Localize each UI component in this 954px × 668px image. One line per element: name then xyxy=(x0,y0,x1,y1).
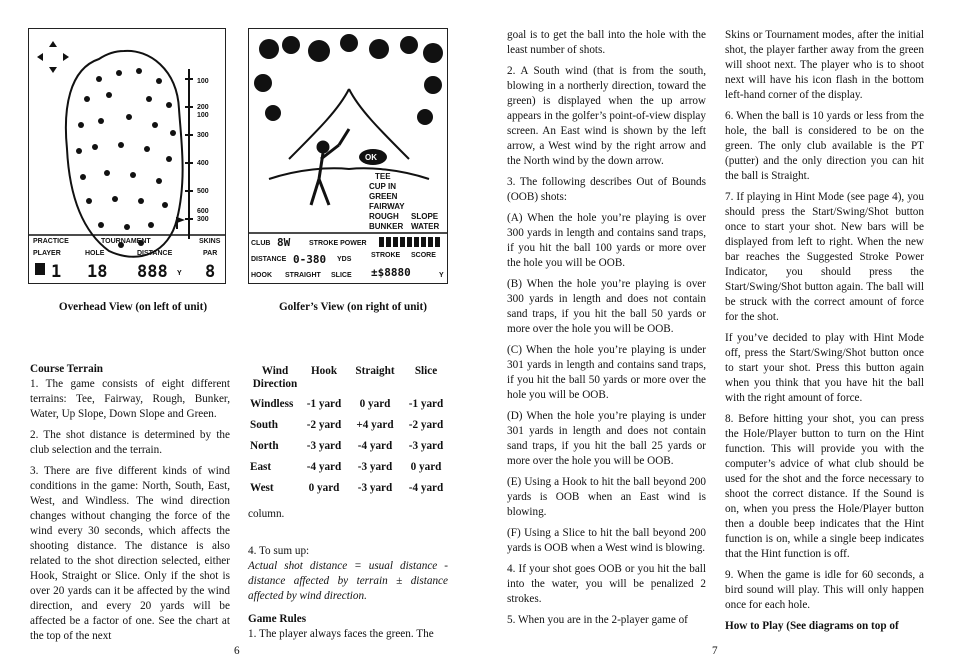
table-row: North -3 yard -4 yard -3 yard xyxy=(250,440,444,452)
overhead-view-illustration xyxy=(29,29,225,283)
paragraph: 1. The game consists of eight different terrains: Tee, Fairway, Rough, Bunker, Water, Up Slope, Down Slope and Green. xyxy=(30,378,230,420)
fairway-lines xyxy=(289,89,409,159)
shot-slice: SLICE xyxy=(331,272,352,279)
terrain-fairway: FAIRWAY xyxy=(369,202,405,211)
paragraph: 5. When you are in the 2-player game of xyxy=(507,614,688,626)
scale-mark: 100 xyxy=(197,78,209,85)
wind-table xyxy=(248,362,448,499)
paragraph: 4. If your shot goes OOB or you hit the ball into the water, you will be penalized 2 strokes. xyxy=(507,563,706,605)
paragraph: (C) When the hole you’re playing is under 301 yards in length and contains sand traps, if you hit the ball 50 yards or more over the hole you will be OOB. xyxy=(507,344,706,401)
paragraph: 1. The player always faces the green. The xyxy=(248,628,434,640)
paragraph: If you’ve decided to play with Hint Mode off, press the Start/Swing/Shot button once to start your shot. Press this button again when you think that you have hit the ball with the right amount of force. xyxy=(725,332,924,404)
svg-text:OK: OK xyxy=(365,153,377,162)
paragraph: (B) When the hole you’re playing is over 300 yards in length and does not contain sand traps, if you hit the ball 50 yards or more over the hole you will be OOB. xyxy=(507,278,706,335)
paragraph: 7. If playing in Hint Mode (see page 4), you should press the Start/Swing/Shot button once to start your shot. New bars will be displayed from left to right. When the new bar reaches the Suggested Stroke Power Indicator, you should press the Start/Swing/Shot button again. The ball will be struck with the correct amount of force for the shot. xyxy=(725,191,924,323)
terrain-slope: SLOPE xyxy=(411,212,439,221)
page-number: 7 xyxy=(712,645,718,657)
distance-unit: Y xyxy=(177,270,182,277)
paragraph: (A) When the hole you’re playing is over 300 yards in length and contains sand traps, if you hit the ball 100 yards or more over the hole you will be OOB. xyxy=(507,212,706,269)
col-header: Hook xyxy=(310,365,338,377)
col-header: Wind Direction xyxy=(252,365,298,390)
stroke-power-label: STROKE POWER xyxy=(309,240,367,247)
golfer-icon xyxy=(311,129,349,205)
table-header-row xyxy=(248,362,448,394)
score-unit: Y xyxy=(439,272,444,279)
column-rules-continued xyxy=(725,28,924,634)
table-row: South -2 yard +4 yard -2 yard xyxy=(250,419,444,431)
player-icon xyxy=(35,263,45,275)
terrain-water: WATER xyxy=(411,222,440,231)
score-value: ±$8880 xyxy=(371,266,411,279)
paragraph: 2. The shot distance is determined by the club selection and the terrain. xyxy=(30,429,230,456)
terrain-tee: TEE xyxy=(375,172,391,181)
scale-mark: 400 xyxy=(197,160,209,167)
paragraph: (E) Using a Hook to hit the ball beyond 200 yards is OOB when an East wind is blowing. xyxy=(507,476,706,518)
label-hole: HOLE xyxy=(85,250,105,257)
wind-arrows-icon xyxy=(37,41,69,73)
scale-mark: 500 xyxy=(197,188,209,195)
table-row: West 0 yard -3 yard -4 yard xyxy=(250,482,444,494)
terrain-rough: ROUGH xyxy=(369,212,399,221)
overhead-view-panel xyxy=(28,28,226,284)
caption-overhead-view: Overhead View (on left of unit) xyxy=(58,301,208,313)
column-wind-table xyxy=(248,362,448,648)
flag-icon xyxy=(177,217,185,229)
paragraph: 6. When the ball is 10 yards or less from the hole, the ball is considered to be on the green. The only club available is the PT (putter) and the only direction you can hit the ball is Straight. xyxy=(725,110,924,182)
section-heading: Course Terrain xyxy=(30,363,104,375)
table-row: East -4 yard -3 yard 0 yard xyxy=(250,461,442,473)
caption-golfer-view: Golfer’s View (on right of unit) xyxy=(278,301,427,313)
shot-straight: STRAIGHT xyxy=(285,272,321,279)
trees-icon xyxy=(254,34,443,125)
golfer-view-illustration xyxy=(249,29,447,283)
score-label: SCORE xyxy=(411,252,436,259)
paragraph: (F) Using a Slice to hit the ball beyond 200 yards is OOB when a West wind is blowing. xyxy=(507,527,706,554)
scale-mark: 300 xyxy=(197,132,209,139)
paragraph: 9. When the game is idle for 60 seconds, a bird sound will play. This will only happen once for each hole. xyxy=(725,569,924,611)
hole-digits: 18 xyxy=(87,262,108,282)
shot-hook: HOOK xyxy=(251,272,272,279)
paragraph: goal is to get the ball into the hole with the least number of shots. xyxy=(507,29,706,56)
label-player: PLAYER xyxy=(33,250,61,257)
mode-tournament: TOURNAMENT xyxy=(101,238,151,245)
paragraph: 4. To sum up: xyxy=(248,545,310,557)
scale-mark: 300 xyxy=(197,216,209,223)
col-header: Slice xyxy=(414,365,438,377)
column-course-terrain xyxy=(30,362,230,650)
distance-label: DISTANCE xyxy=(251,256,287,263)
paragraph: 3. The following describes Out of Bounds (OOB) shots: xyxy=(507,176,706,203)
terrain-bunker: BUNKER xyxy=(369,222,404,231)
paragraph: (D) When the hole you’re playing is under 301 yards in length and does not contain sand traps, if you hit the ball 25 yards or more over the hole you will be OOB. xyxy=(507,410,706,467)
paragraph: column. xyxy=(248,508,285,520)
golfer-view-panel xyxy=(248,28,448,284)
player-digit: 1 xyxy=(51,262,62,282)
paragraph: 3. There are five different kinds of wind conditions in the game: North, South, East, West, and Windless. The wind direction changes without changing the force of the wind every 30 seconds, which affects the shooting distance. The distance is also related to the shot direction selected, either Hook, Straight or Slice. Only if the shot is over 20 yards can it be affected by the wind direction, and every 20 yards will be affected be a factor of one. See the chart at the top of the next xyxy=(30,465,230,642)
label-distance: DISTANCE xyxy=(137,250,173,257)
terrain-green: GREEN xyxy=(369,192,398,201)
distance-value: 0-380 xyxy=(293,253,327,266)
formula: Actual shot distance = usual distance - distance affected by terrain ± distance affected by wind direction. xyxy=(248,560,448,602)
terrain-cup-in: CUP IN xyxy=(369,182,396,191)
page-number: 6 xyxy=(234,645,240,657)
paragraph: Skins or Tournament modes, after the initial shot, the player farther away from the green will shoot next. The player who is to shoot next will have his icon flash in the bottom left-hand corner of the display. xyxy=(725,29,924,101)
club-label: CLUB xyxy=(251,240,271,247)
stroke-label: STROKE xyxy=(371,252,401,259)
paragraph: 2. A South wind (that is from the south, blowing in a northerly direction, toward the green) is displayed when the up arrow appears in the golfer’s point-of-view display screen. An East wind is shown by the left arrow, a West wind by the right arrow and the North wind by the down arrow. xyxy=(507,65,706,167)
scale-mark: 100 xyxy=(197,112,209,119)
section-heading: Game Rules xyxy=(248,613,307,625)
mode-skins: SKINS xyxy=(199,238,221,245)
stroke-power-bars xyxy=(379,237,440,247)
paragraph: 8. Before hitting your shot, you can press the Hole/Player button to turn on the Hint function. This will provide you with the computer’s advice of what club should be used for the shot and the force necessary to shoot the correct distance. If the Sound is on, when you press the Hole/Player button then a double beep indicates that the Hint function is on, while a single beep indicates that the Hint function is off. xyxy=(725,413,924,560)
club-value: 8W xyxy=(277,236,291,249)
par-digit: 8 xyxy=(205,262,216,282)
scale-mark: 600 xyxy=(197,208,209,215)
label-par: PAR xyxy=(203,250,218,257)
table-row: Windless -1 yard 0 yard -1 yard xyxy=(250,398,444,410)
col-header: Straight xyxy=(355,365,395,377)
ok-badge xyxy=(359,149,387,165)
section-heading: How to Play (See diagrams on top of xyxy=(725,620,899,632)
distance-digits: 888 xyxy=(137,262,168,282)
distance-unit: YDS xyxy=(337,256,352,263)
mode-practice: PRACTICE xyxy=(33,238,69,245)
column-rules xyxy=(507,28,706,634)
scale-mark: 200 xyxy=(197,104,209,111)
